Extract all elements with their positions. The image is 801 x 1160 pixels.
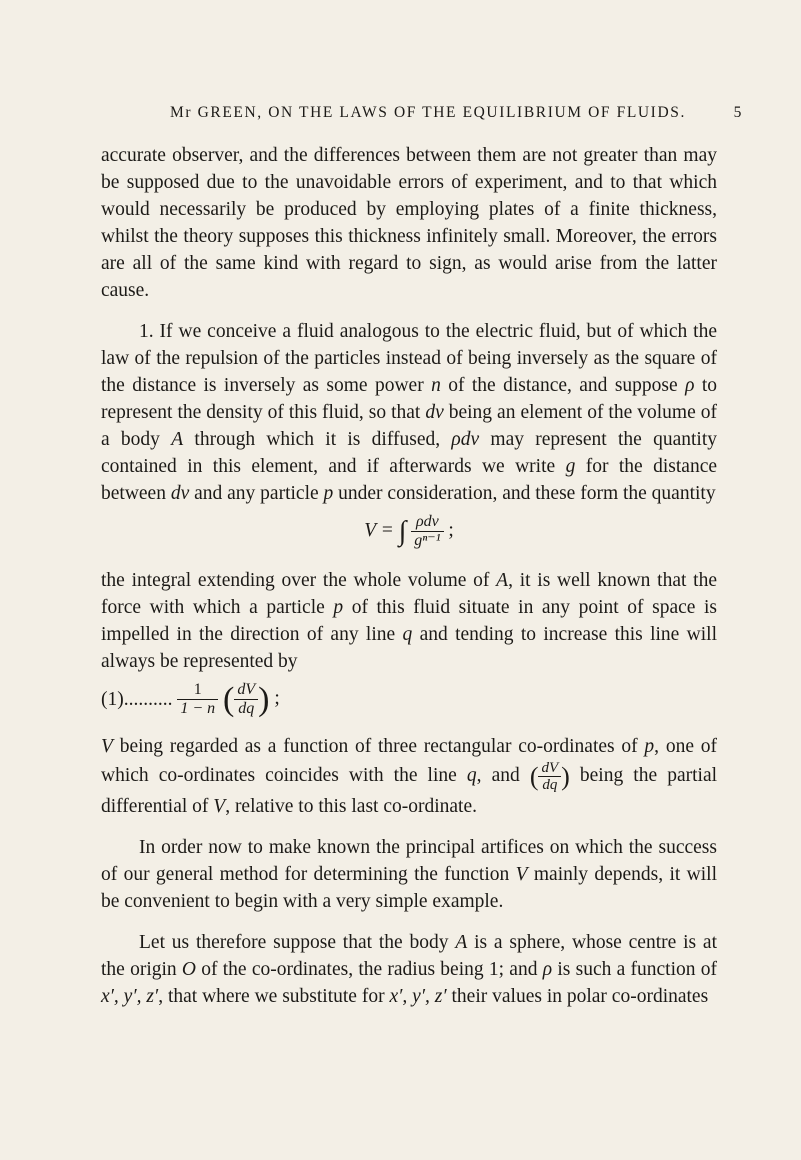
fraction: $\frac{\text{ρdv}}{\text{gⁿ⁻¹}}$ (411, 513, 443, 550)
equation-potential: V = ∫ $\frac{\text{ρdv}}{\text{gⁿ⁻¹}}$ ; (364, 513, 454, 549)
page-number: 5 (733, 104, 743, 121)
paragraph-1: 1. If we conceive a fluid analogous to the electric fluid, but of which the law of the repulsion of the particles instead of being inversely as the square of the distance is inversely as some power n of the distance, and suppose ρ to represent the density of this fluid, so that dv being an element of the volume of a body A through which it is diffused, ρdv may represent the quantity contained in this element, and if afterwards we write g for the distance between dv and any particle p under consideration, and these form the quantity (101, 321, 718, 504)
page-body (101, 142, 717, 1010)
integral-sign: ∫ (398, 516, 407, 547)
inline-derivative: ( $\frac{dV}{dq}$ ) (529, 760, 570, 793)
running-title: Mr GREEN, ON THE LAWS OF THE EQUILIBRIUM OF FLUIDS. (170, 104, 686, 121)
equation-label: (1).......... (101, 689, 173, 710)
equation-1: (1).......... $\frac{1}{1 - n}$ ( $\frac{dV}{dq}$ ) ; (101, 681, 280, 718)
running-header (100, 104, 743, 122)
paragraph-2: the integral extending over the whole volume of A, it is well known that the force with which a particle p of this fluid situate in any point of space is impelled in the direction of any line q and tending to increase this line will always be represented by (101, 570, 718, 672)
paragraph-0: accurate observer, and the differences between them are not greater than may be supposed due to the unavoidable errors of experiment, and to that which would necessarily be produced by employing plates of a finite thickness, whilst the theory supposes this thickness infinitely small. Moreover, the errors are all of the same kind with regard to sign, as would arise from the latter cause. (101, 145, 717, 301)
paragraph-3: V being regarded as a function of three rectangular co-ordinates of p, one of which co-ordinates coincides with the line q, and ( $\frac{dV}{dq}$ ) being the partial differential of V, relative to this last co-ordinate. (101, 736, 718, 817)
derivative-fraction: $\frac{dV}{dq}$ (234, 681, 258, 718)
paragraph-4: In order now to make known the principal artifices on which the success of our general method for determining the function V mainly depends, it will be convenient to begin with a very simple example. (101, 837, 717, 912)
paragraph-5: Let us therefore suppose that the body A is a sphere, whose centre is at the origin O of the co-ordinates, the radius being 1; and ρ is such a function of x′, y′, z′, that where we substitute for x′, y′, z′ their values in polar co-ordinates (101, 932, 717, 1007)
coefficient-fraction: $\frac{1}{1 - n}$ (177, 681, 218, 718)
